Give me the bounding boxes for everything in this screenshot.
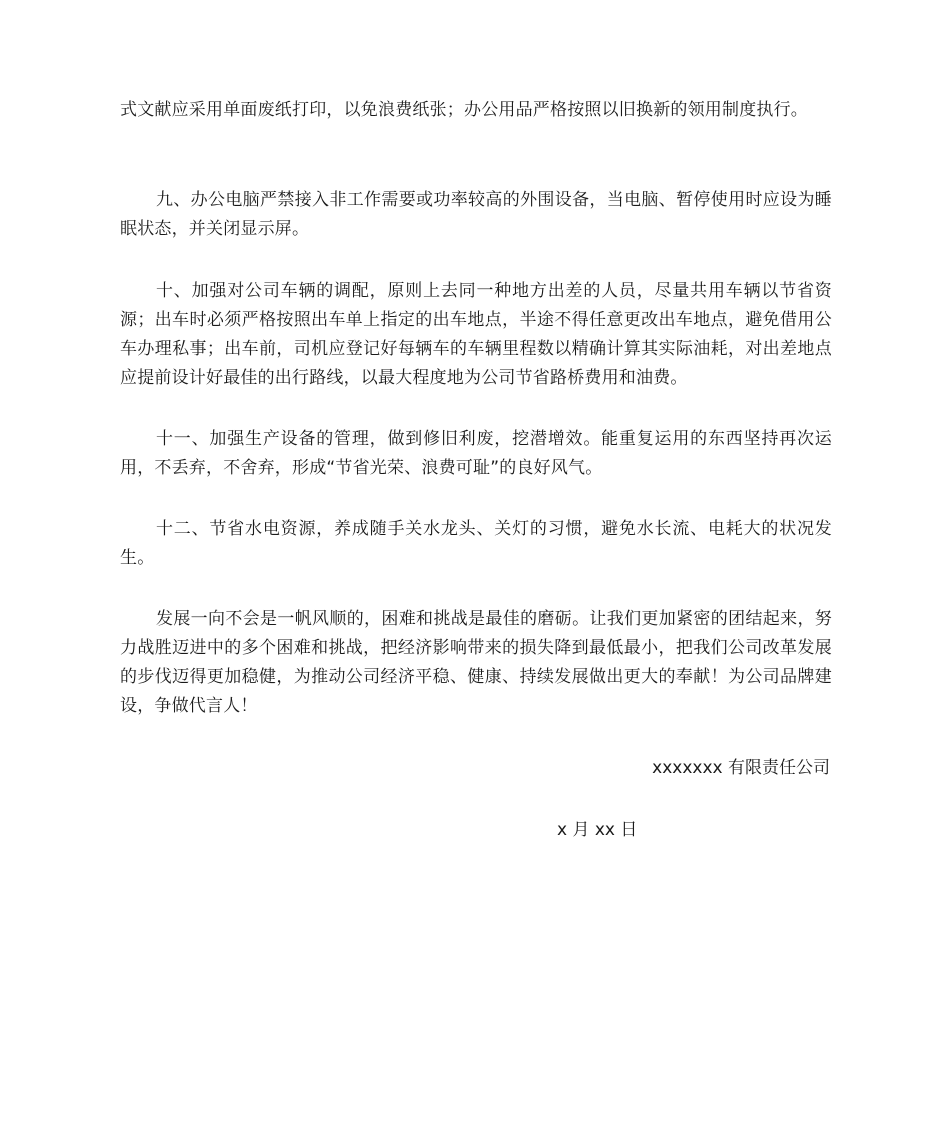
paragraph-continuation: 式文献应采用单面废纸打印，以免浪费纸张；办公用品严格按照以旧换新的领用制度执行。 <box>120 100 808 120</box>
paragraph-item-11: 十一、加强生产设备的管理，做到修旧利废，挖潜增效。能重复运用的东西坚持再次运用，不丢弃，不舍弃，形成“节省光荣、浪费可耻”的良好风气。 <box>120 429 832 478</box>
signature-date: x 月 xx 日 <box>557 820 638 840</box>
signature-company: xxxxxxx 有限责任公司 <box>652 758 830 778</box>
paragraph-item-9: 九、办公电脑严禁接入非工作需要或功率较高的外围设备，当电脑、暂停使用时应设为睡眠状态，并关闭显示屏。 <box>120 190 832 239</box>
paragraph-item-10: 十、加强对公司车辆的调配，原则上去同一种地方出差的人员，尽量共用车辆以节省资源；出车时必须严格按照出车单上指定的出车地点，半途不得任意更改出车地点，避免借用公车办理私事；出车前，司机应登记好每辆车的车辆里程数以精确计算其实际油耗，对出差地点应提前设计好最佳的出行路线，以最大程度地为公司节省路桥费用和油费。 <box>120 281 832 388</box>
paragraph-closing: 发展一向不会是一帆风顺的，困难和挑战是最佳的磨砺。让我们更加紧密的团结起来，努力战胜迈进中的多个困难和挑战，把经济影响带来的损失降到最低最小，把我们公司改革发展的步伐迈得更加稳健，为推动公司经济平稳、健康、持续发展做出更大的奉献！为公司品牌建设，争做代言人！ <box>120 609 832 716</box>
paragraph-item-12: 十二、节省水电资源，养成随手关水龙头、关灯的习惯，避免水长流、电耗大的状况发生。 <box>120 519 832 568</box>
